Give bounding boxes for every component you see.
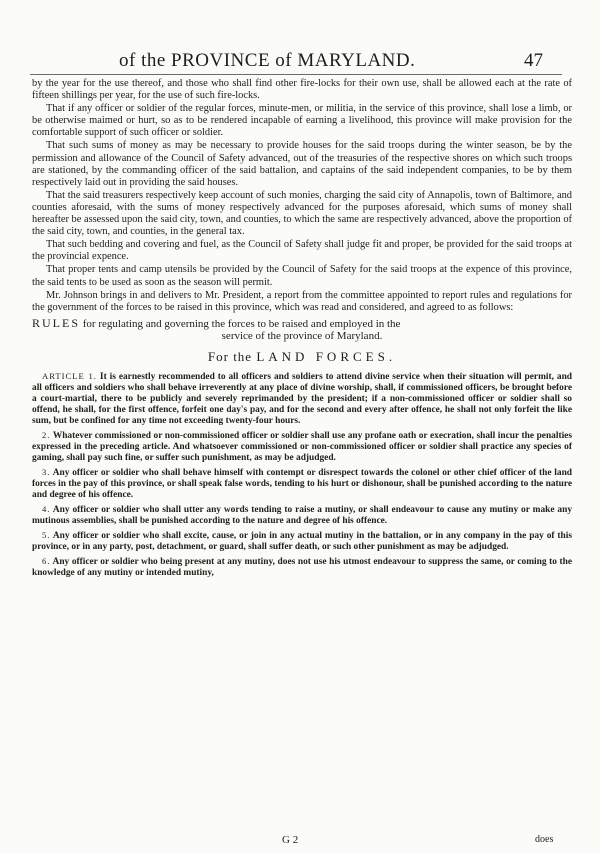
section-heading-prefix: For the xyxy=(207,348,253,364)
paragraph: by the year for the use thereof, and those who shall find other fire-locks for their own use, shall be allowed each at the rate of fifteen shillings per year, for the use of such fire-locks. xyxy=(32,78,572,102)
running-head xyxy=(0,50,600,74)
article-label: 5. xyxy=(42,529,51,540)
article-label: 4. xyxy=(42,503,51,514)
article xyxy=(32,556,572,579)
page-footer xyxy=(0,834,600,848)
page-number: 47 xyxy=(524,50,543,71)
article-text: Any officer or soldier who shall behave himself with contempt or disrespect towards the colonel or other chief officer of the land forces in the pay of this province, or shall speak false words, tending to his hurt or dishonour, shall be punished according to the nature and degree of his offence. xyxy=(32,467,572,500)
paragraph: That proper tents and camp utensils be provided by the Council of Safety for the said troops at the expence of this province, the said tents to be used as soon as the season will permit. xyxy=(32,264,572,288)
paragraph: That if any officer or soldier of the regular forces, minute-men, or militia, in the service of this province, shall lose a limb, or be otherwise maimed or hurt, so as to be rendered incapable of earning a livelihood, this province will make provision for the comfortable support of such officer or soldier. xyxy=(32,103,572,139)
paragraph: That such bedding and covering and fuel, as the Council of Safety shall judge fit and proper, be provided for the said troops at the provincial expence. xyxy=(32,239,572,263)
article xyxy=(32,371,572,427)
rules-heading xyxy=(32,317,572,343)
article-text: Whatever commissioned or non-commissioned officer or soldier shall use any profane oath or execration, shall incur the penalties expressed in the preceding article. And whatsoever commissioned or non-commissioned officer or soldier shall practice any species of gaming, shall pay such fine, or suffer such punishment, as may be adjudged. xyxy=(32,430,572,463)
paragraph: That the said treasurers respectively keep account of such monies, charging the said city of Annapolis, town of Baltimore, and counties aforesaid, with the sums of money respectively advanced for the purposes aforesaid, which sums of money shall hereafter be assessed upon the said city, town, and counties, to which the same are respectively advanced, above the proportion of the said city, town, and counties, in the general tax. xyxy=(32,189,572,238)
article-label: ARTICLE 1. xyxy=(42,370,97,381)
rules-heading-rest: for regulating and governing the forces to be raised and employed in the xyxy=(82,317,401,330)
catchword: does xyxy=(535,834,554,845)
signature-mark: G 2 xyxy=(282,834,299,846)
rules-heading-lead: RULES xyxy=(32,315,81,330)
article xyxy=(32,504,572,527)
article-text: Any officer or soldier who being present at any mutiny, does not use his utmost endeavour to suppress the same, or coming to the knowledge of any mutiny or intended mutiny, xyxy=(32,556,573,578)
article-text: Any officer or soldier who shall utter any words tending to raise a mutiny, or shall endeavour to cause any mutiny or make any mutinous assemblies, shall be punished according to the nature and degree of his offence. xyxy=(32,504,573,526)
article-label: 6. xyxy=(42,555,51,566)
article-label: 3. xyxy=(42,466,51,477)
header-rule xyxy=(30,74,562,75)
article-label: 2. xyxy=(42,429,51,440)
paragraph: Mr. Johnson brings in and delivers to Mr. President, a report from the committee appointed to report rules and regulations for the government of the forces to be raised in this province, which was read and considered, and agreed to as follows: xyxy=(32,289,572,313)
article xyxy=(32,467,572,501)
paragraph: That such sums of money as may be necessary to provide houses for the said troops during the winter season, be by the permission and allowance of the Council of Safety advanced, out of the treasuries of the respective shores on which such troops are stationed, by the commanding officer of the said battalion, and captains of the said independent companies, to be by them respectively laid out in providing the said houses. xyxy=(32,140,572,188)
rules-heading-line2: service of the province of Maryland. xyxy=(221,330,383,343)
article xyxy=(32,430,572,464)
body-text xyxy=(32,78,572,582)
section-heading xyxy=(32,349,572,365)
running-title: of the PROVINCE of MARYLAND. xyxy=(119,50,416,71)
section-heading-title: LAND FORCES. xyxy=(256,348,397,364)
article xyxy=(32,530,572,553)
article-text: Any officer or soldier who shall excite, cause, or join in any actual mutiny in the battalion, or in any company in the pay of this province, or in any party, post, detachment, or guard, shall suffer death, or such other punishment as may be adjudged. xyxy=(32,530,573,552)
article-text: It is earnestly recommended to all officers and soldiers to attend divine service when their situation will permit, and all officers and soldiers who shall behave irreverently at any place of divine worship, shall, if commissioned officers, be brought before a court-martial, there to be publicly and severely reprimanded by the president; if a non-commissioned officer or soldier shall so offend, he shall, for the first offence, forfeit one day's pay, and for the second and every after offence, he shall not only forfeit the like sum, but be confined for any time not exceeding twenty-four hours. xyxy=(32,371,573,426)
